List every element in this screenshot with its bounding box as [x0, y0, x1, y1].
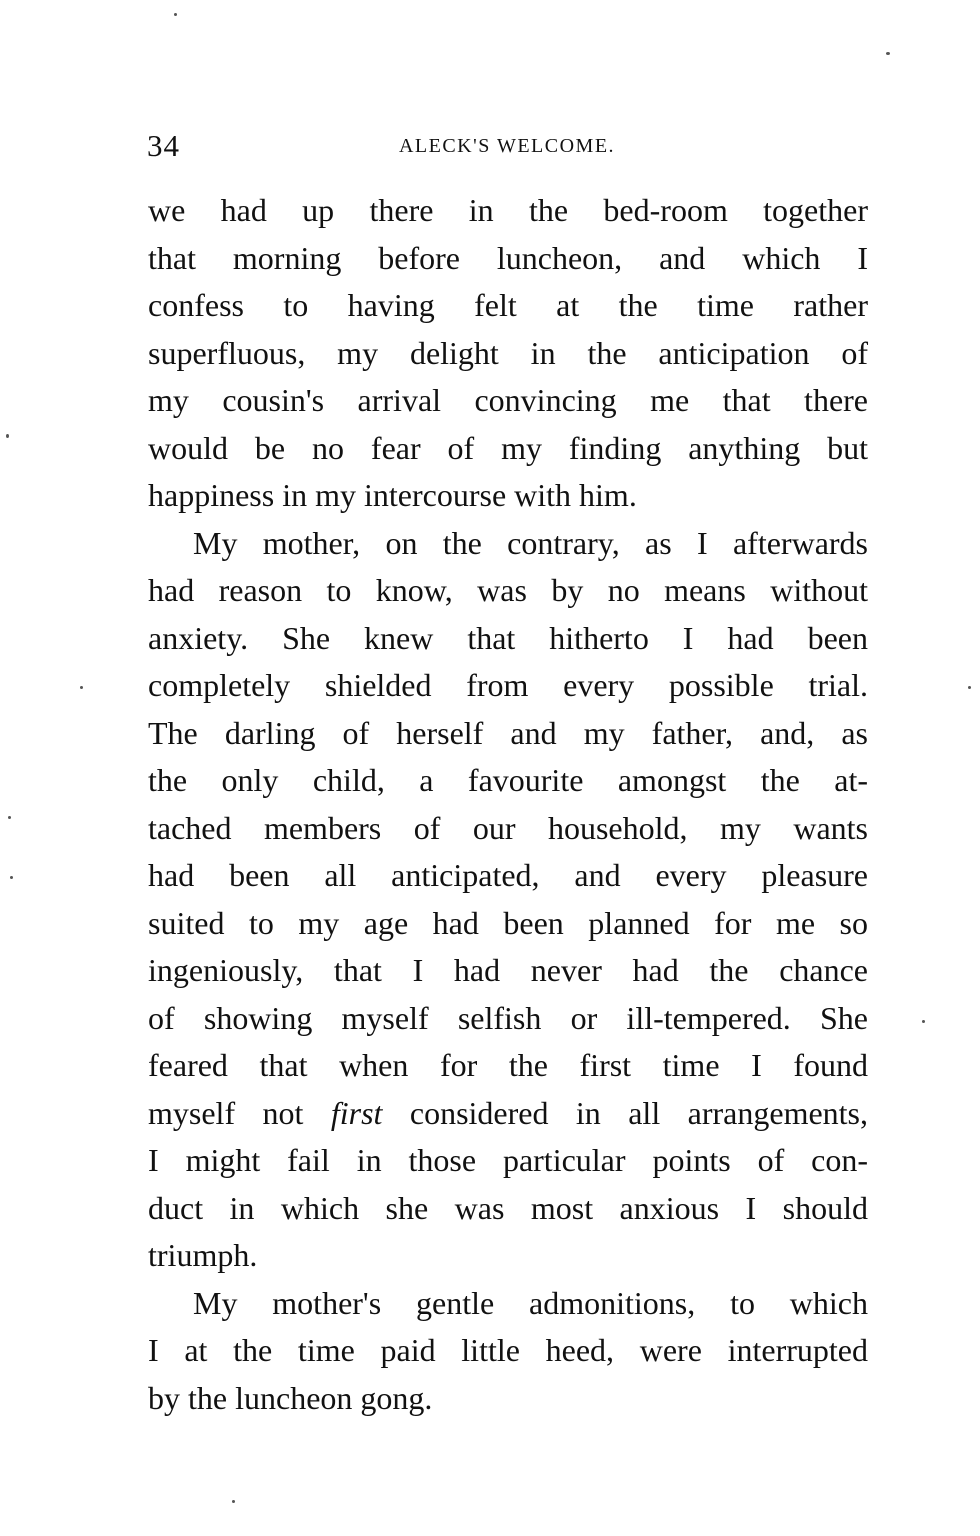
- text-segment: considered in all arrangements,: [382, 1094, 869, 1131]
- text-line: My mother's gentle admonitions, to which: [193, 1284, 868, 1321]
- scan-speck: [174, 13, 177, 16]
- text-line: had reason to know, was by no means without: [148, 572, 868, 608]
- text-line: that morning before luncheon, and which I: [148, 239, 868, 276]
- text-segment: myself not: [148, 1094, 331, 1131]
- page-header: [147, 128, 867, 164]
- scan-speck: [80, 686, 83, 689]
- scan-speck: [886, 52, 890, 55]
- text-line: tached members of our household, my wants: [148, 809, 868, 846]
- text-line: anxiety. She knew that hitherto I had been: [148, 619, 868, 656]
- text-line: my cousin's arrival convincing me that there: [148, 382, 868, 418]
- text-line: ingeniously, that I had never had the chance: [148, 952, 868, 988]
- scan-speck: [6, 434, 9, 438]
- text-line: of showing myself selfish or ill-tempered. She: [148, 999, 868, 1036]
- text-line: I might fail in those particular points of con-: [148, 1142, 868, 1178]
- text-line: suited to my age had been planned for me so: [148, 904, 868, 941]
- body-text: [148, 187, 868, 1422]
- text-line: duct in which she was most anxious I should: [148, 1189, 868, 1226]
- text-line: had been all anticipated, and every pleasure: [148, 857, 868, 893]
- paragraph-3: [148, 1280, 868, 1423]
- text-line: would be no fear of my finding anything but: [148, 429, 868, 466]
- text-line: superfluous, my delight in the anticipation of: [148, 334, 868, 371]
- page-number: 34: [147, 128, 180, 163]
- text-line: The darling of herself and my father, and, as: [148, 714, 868, 751]
- text-line: we had up there in the bed-room together: [148, 192, 868, 228]
- scan-speck: [968, 686, 971, 689]
- paragraph-1: [148, 187, 868, 520]
- text-line: by the luncheon gong.: [148, 1379, 433, 1416]
- text-line: I at the time paid little heed, were interrupted: [148, 1332, 868, 1368]
- text-line: feared that when for the first time I found: [148, 1047, 868, 1083]
- emphasized-word: first: [330, 1094, 383, 1131]
- scan-speck: [10, 876, 13, 879]
- text-line: [148, 1090, 868, 1138]
- text-line: happiness in my intercourse with him.: [148, 477, 637, 513]
- text-line: confess to having felt at the time rather: [148, 287, 868, 323]
- scan-speck: [922, 1020, 925, 1023]
- scan-speck: [8, 816, 11, 819]
- paragraph-2: [148, 520, 868, 1280]
- scan-speck: [232, 1500, 235, 1503]
- text-line: My mother, on the contrary, as I afterwards: [193, 524, 868, 561]
- text-line: triumph.: [148, 1237, 258, 1273]
- text-line: the only child, a favourite amongst the at-: [148, 762, 868, 798]
- text-line: completely shielded from every possible trial.: [148, 667, 868, 703]
- running-head: ALECK'S WELCOME.: [398, 135, 616, 157]
